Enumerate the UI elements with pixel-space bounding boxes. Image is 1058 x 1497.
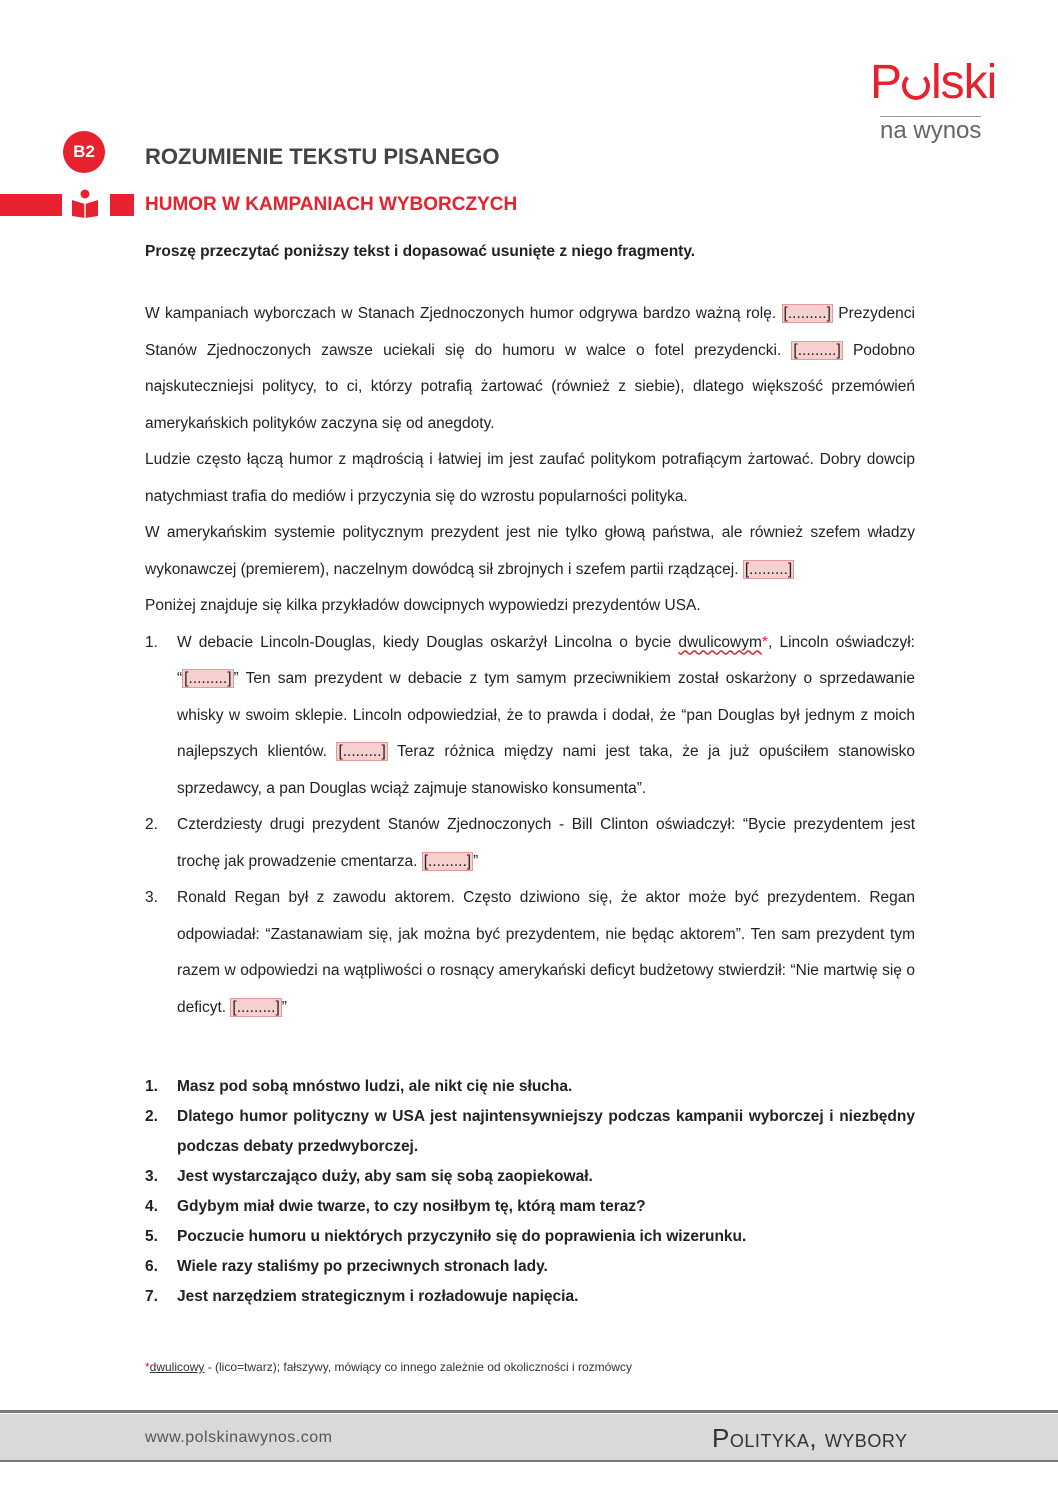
- glossary-word: dwulicowym: [678, 633, 762, 651]
- accent-bar: [0, 194, 62, 216]
- paragraph-1: W kampaniach wyborczach w Stanach Zjednoczonych humor odgrywa bardzo ważną rolę. [.........] Prezydenci Stanów Zjednoczonych zawsze uciekali się do humoru w walce o fotel prezydencki. [.........] Podobno najskuteczniejsi politycy, to ci, którzy potrafią żartować (również z siebie), dlatego większość przemówień amerykańskich polityków zaczyna się od anegdoty.: [145, 305, 916, 432]
- section-title: ROZUMIENIE TEKSTU PISANEGO: [145, 144, 500, 169]
- instruction: Proszę przeczytać poniższy tekst i dopasować usunięte z niego fragmenty.: [145, 243, 696, 260]
- answer-options: [145, 1072, 915, 1312]
- list-item: 1. W debacie Lincoln-Douglas, kiedy Douglas oskarżył Lincolna o bycie dwulicowym*, Lincoln oświadczył: “ [.........] ” Ten sam prezydent w debacie z tym samym przeciwnikiem został oskarżony o sprzedawanie whisky w swoim sklepie. Lincoln odpowiedział, że to prawda i dodał, że “pan Douglas był jednym z moich najlepszych klientów. [.........] Teraz różnica między nami jest taka, że ja już opuściłem stanowisko sprzedawcy, a pan Douglas wciąż zajmuje stanowisko konsumenta”.: [145, 633, 915, 797]
- reading-text: [145, 296, 915, 1026]
- logo: [868, 58, 1008, 148]
- level-badge: B2: [63, 131, 105, 173]
- list-item: 3. Ronald Regan był z zawodu aktorem. Często dziwiono się, że aktor może być prezydentem. Regan odpowiadał: “Zastanawiam się, jak można być prezydentem, nie będąc aktorem”. Ten sam prezydent tym razem w odpowiedzi na wątpliwości o rosnący amerykański deficyt budżetowy stwierdził: “Nie martwię się o deficyt. [.........] ”: [145, 889, 915, 1016]
- accent-bar-small: [110, 194, 134, 216]
- footer-website-link[interactable]: www.polskinawynos.com: [145, 1429, 333, 1446]
- answer-option[interactable]: 1. Masz pod sobą mnóstwo ludzi, ale nikt cię nie słucha.: [145, 1078, 573, 1095]
- footer-topic: Polityka, wybory: [712, 1423, 908, 1453]
- answer-option[interactable]: 2. Dlatego humor polityczny w USA jest najintensywniejszy podczas kampanii wyborczej i niezbędny podczas debaty przedwyborczej.: [145, 1108, 915, 1155]
- answer-option[interactable]: 7. Jest narzędziem strategicznym i rozładowuje napięcia.: [145, 1288, 579, 1305]
- answer-option[interactable]: 6. Wiele razy staliśmy po przeciwnych stronach lady.: [145, 1258, 548, 1275]
- gap-box[interactable]: [.........]: [338, 743, 386, 760]
- gap-box[interactable]: [.........]: [423, 852, 472, 870]
- list-item: 2. Czterdziesty drugi prezydent Stanów Zjednoczonych - Bill Clinton oświadczył: “Bycie prezydentem jest trochę jak prowadzenie cmentarza. [.........] ”: [145, 816, 915, 870]
- gap-box[interactable]: [.........]: [744, 560, 793, 578]
- gap-box[interactable]: [.........]: [232, 998, 280, 1016]
- gap-box[interactable]: [.........]: [793, 341, 841, 359]
- gap-box[interactable]: [.........]: [184, 670, 232, 687]
- answer-option[interactable]: 5. Poczucie humoru u niektórych przyczyniło się do poprawienia ich wizerunku.: [145, 1228, 747, 1245]
- exercise-title: HUMOR W KAMPANIACH WYBORCZYCH: [145, 194, 518, 215]
- paragraph-3: W amerykańskim systemie politycznym prezydent jest nie tylko głową państwa, ale również szefem władzy wykonawczej (premierem), naczelnym dowódcą sił zbrojnych i szefem partii rządzącej. [.........]: [145, 524, 915, 578]
- footer-rule-bottom: [0, 1460, 1058, 1462]
- open-book-reader-icon: [70, 188, 100, 218]
- logo-ring-icon: [902, 72, 930, 100]
- footnote-word: dwulicowy: [149, 1360, 205, 1374]
- footnote: *dwulicowy - (lico=twarz); fałszywy, mówiący co innego zależnie od okoliczności i rozmówcy: [145, 1360, 632, 1374]
- paragraph-2: Ludzie często łączą humor z mądrością i łatwiej im jest zaufać politykom potrafiącym żartować. Dobry dowcip natychmiast trafia do mediów i przyczynia się do wzrostu popularności polityka.: [145, 451, 915, 505]
- gap-box[interactable]: [.........]: [783, 305, 831, 322]
- paragraph-4: Poniżej znajduje się kilka przykładów dowcipnych wypowiedzi prezydentów USA.: [145, 597, 701, 614]
- answer-option[interactable]: 3. Jest wystarczająco duży, aby sam się sobą zaopiekował.: [145, 1168, 593, 1185]
- logo-tagline: na wynos: [880, 117, 982, 144]
- footnote-marker: *: [761, 633, 768, 651]
- footer-rule: [0, 1410, 1058, 1413]
- examples-list: [145, 625, 915, 1027]
- logo-brand: P lski: [870, 56, 997, 109]
- answer-option[interactable]: 4. Gdybym miał dwie twarze, to czy nosiłbym tę, którą mam teraz?: [145, 1198, 646, 1215]
